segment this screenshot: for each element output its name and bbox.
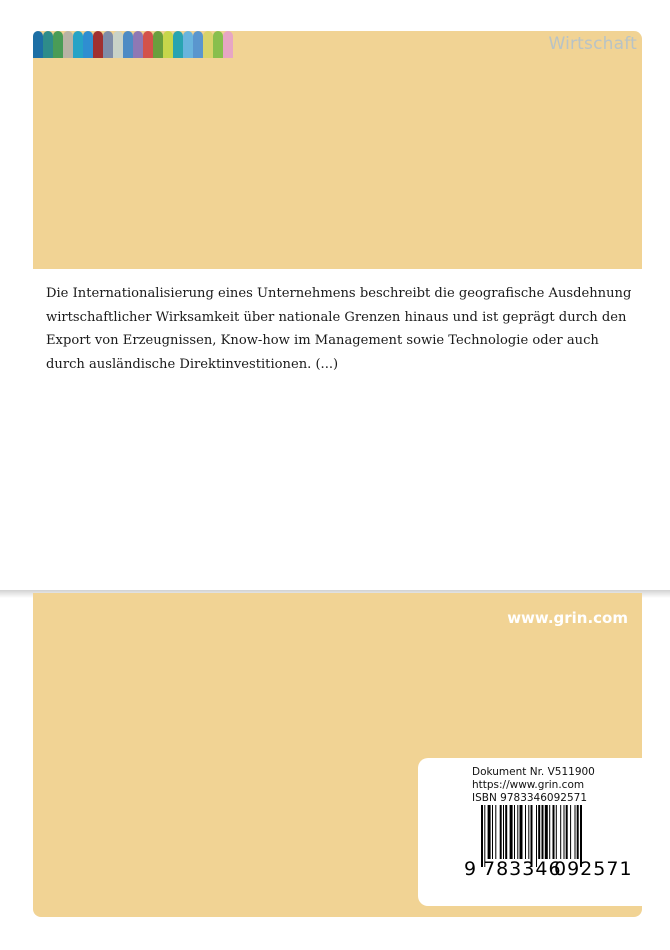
color-tab [73, 31, 83, 58]
color-tab [93, 31, 103, 58]
cover-top-panel [33, 31, 642, 269]
color-tab [43, 31, 53, 58]
barcode-bar [514, 805, 515, 859]
barcode-bar [510, 805, 513, 859]
color-tab [203, 31, 213, 58]
barcode-bar [575, 805, 576, 859]
document-number: Dokument Nr. V511900 [472, 766, 595, 778]
color-tab [33, 31, 43, 58]
isbn-text: ISBN 9783346092571 [472, 792, 588, 804]
color-tab [163, 31, 173, 58]
barcode-bar [566, 805, 568, 859]
barcode-bar [538, 805, 540, 859]
book-description: Die Internationalisierung eines Unternehmens beschreibt die geografische Ausdehnung wirtschaftlicher Wirksamkeit über nationale Grenzen hinaus und ist geprägt durch den Export von Erzeugnissen, Know-how im Management sowie Technologie oder auch durch ausländische Direktinvestitionen. (...) [46, 286, 632, 372]
color-tab [153, 31, 163, 58]
document-url[interactable]: https://www.grin.com [472, 779, 585, 791]
barcode-bar [520, 805, 523, 859]
barcode-bar [528, 805, 529, 859]
color-tab [143, 31, 153, 58]
barcode-bar [495, 805, 496, 859]
barcode-bar [488, 805, 491, 859]
barcode-bar [505, 805, 507, 859]
category-label: Wirtschaft [548, 34, 637, 54]
color-tab [183, 31, 193, 58]
barcode-right-digits: 092571 [554, 858, 633, 880]
color-tab [53, 31, 63, 58]
barcode-bar [564, 805, 565, 859]
barcode-bar [553, 805, 555, 859]
barcode-bar [542, 805, 544, 859]
barcode-bar [517, 805, 518, 859]
barcode-left-digits: 783346 [483, 858, 562, 880]
barcode-bar [545, 805, 548, 859]
color-tab [223, 31, 233, 58]
color-tab [83, 31, 93, 58]
barcode-first-digit: 9 [464, 858, 478, 880]
color-tab [193, 31, 203, 58]
barcode-bar [549, 805, 550, 859]
publisher-website[interactable]: www.grin.com [507, 609, 628, 627]
color-tab [63, 31, 73, 58]
color-tab-strip [33, 31, 233, 58]
barcode-bar [560, 805, 561, 859]
barcode-bar [492, 805, 493, 859]
color-tab [103, 31, 113, 58]
color-tab [123, 31, 133, 58]
barcode-bar [577, 805, 579, 859]
color-tab [113, 31, 123, 58]
color-tab [173, 31, 183, 58]
barcode-bar [556, 805, 557, 859]
barcode-bar [525, 805, 526, 859]
barcode-bar [570, 805, 571, 859]
barcode-bar [503, 805, 504, 859]
barcode-bar [500, 805, 502, 859]
color-tab [213, 31, 223, 58]
color-tab [133, 31, 143, 58]
